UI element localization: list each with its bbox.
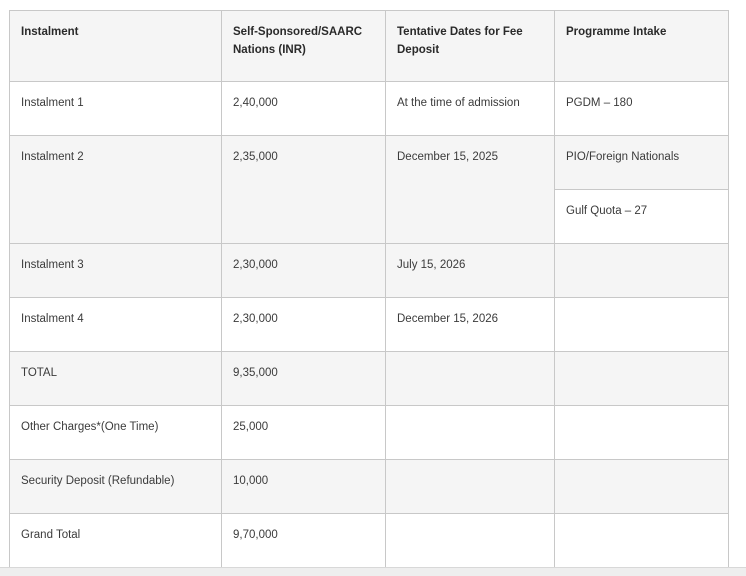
cell-instalment: Grand Total [10, 514, 222, 568]
cell-intake: PGDM – 180 [555, 82, 729, 136]
table-row [10, 136, 729, 190]
header-self-sponsored-amount: Self-Sponsored/SAARC Nations (INR) [222, 11, 386, 82]
cell-date: December 15, 2025 [386, 136, 555, 244]
cell-amount: 25,000 [222, 406, 386, 460]
cell-intake-extra: Gulf Quota – 27 [555, 190, 729, 244]
cell-instalment: Instalment 3 [10, 244, 222, 298]
cell-instalment: TOTAL [10, 352, 222, 406]
fee-structure-table [9, 10, 729, 568]
cell-intake: PIO/Foreign Nationals [555, 136, 729, 190]
table-row [10, 298, 729, 352]
cell-instalment: Instalment 4 [10, 298, 222, 352]
cell-date [386, 406, 555, 460]
horizontal-scrollbar-track[interactable] [0, 567, 746, 576]
table-row [10, 82, 729, 136]
cell-intake [555, 514, 729, 568]
header-programme-intake: Programme Intake [555, 11, 729, 82]
cell-amount: 9,35,000 [222, 352, 386, 406]
cell-amount: 2,30,000 [222, 244, 386, 298]
cell-intake [555, 406, 729, 460]
cell-date [386, 460, 555, 514]
cell-amount: 2,30,000 [222, 298, 386, 352]
cell-amount: 9,70,000 [222, 514, 386, 568]
table-row [10, 460, 729, 514]
cell-instalment: Instalment 2 [10, 136, 222, 244]
table-row [10, 514, 729, 568]
table-row [10, 244, 729, 298]
header-tentative-dates: Tentative Dates for Fee Deposit [386, 11, 555, 82]
table-header-row [10, 11, 729, 82]
cell-intake [555, 460, 729, 514]
cell-intake [555, 352, 729, 406]
cell-date: At the time of admission [386, 82, 555, 136]
cell-date: December 15, 2026 [386, 298, 555, 352]
cell-amount: 10,000 [222, 460, 386, 514]
cell-intake [555, 244, 729, 298]
header-instalment: Instalment [10, 11, 222, 82]
cell-amount: 2,35,000 [222, 136, 386, 244]
cell-instalment: Security Deposit (Refundable) [10, 460, 222, 514]
cell-intake [555, 298, 729, 352]
cell-instalment: Other Charges*(One Time) [10, 406, 222, 460]
table-row [10, 352, 729, 406]
cell-instalment: Instalment 1 [10, 82, 222, 136]
cell-date: July 15, 2026 [386, 244, 555, 298]
cell-amount: 2,40,000 [222, 82, 386, 136]
cell-date [386, 352, 555, 406]
cell-date [386, 514, 555, 568]
table-row [10, 406, 729, 460]
